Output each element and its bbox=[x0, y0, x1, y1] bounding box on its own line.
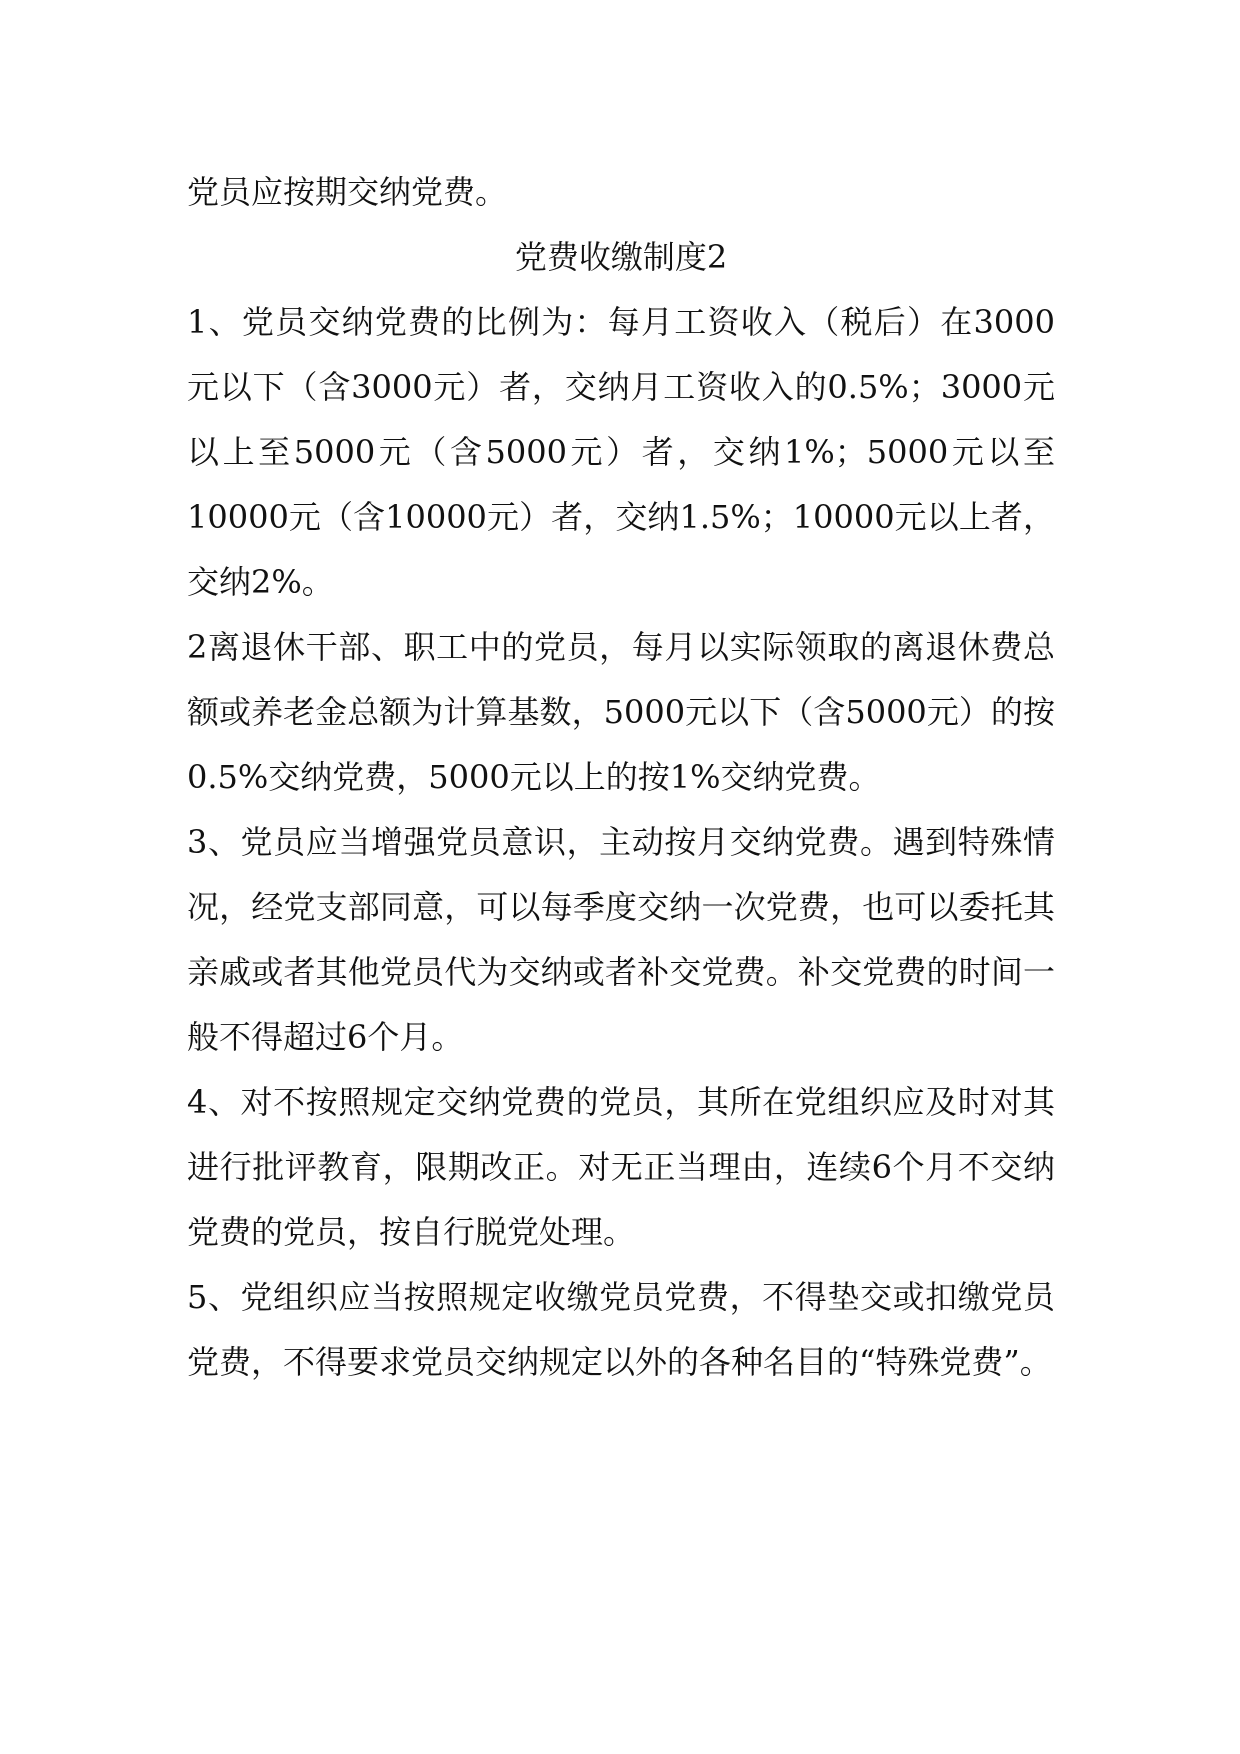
intro-paragraph: 党员应按期交纳党费。 bbox=[187, 173, 508, 211]
paragraph-1: 1、党员交纳党费的比例为：每月工资收入（税后）在3000元以下（含3000元）者，交纳月工资收入的0.5%；3000元以上至5000元（含5000元）者，交纳1%；5000元以至10000元（含10000元）者，交纳1.5%；10000元以上者，交纳2%。 bbox=[187, 303, 1055, 601]
paragraph-3: 3、党员应当增强党员意识，主动按月交纳党费。遇到特殊情况，经党支部同意，可以每季度交纳一次党费，也可以委托其亲戚或者其他党员代为交纳或者补交党费。补交党费的时间一般不得超过6个月。 bbox=[187, 823, 1055, 1056]
paragraph-5: 5、党组织应当按照规定收缴党员党费，不得垫交或扣缴党员党费，不得要求党员交纳规定以外的各种名目的“特殊党费”。 bbox=[187, 1278, 1055, 1381]
paragraph-4: 4、对不按照规定交纳党费的党员，其所在党组织应及时对其进行批评教育，限期改正。对无正当理由，连续6个月不交纳党费的党员，按自行脱党处理。 bbox=[187, 1083, 1055, 1251]
paragraph-2: 2离退休干部、职工中的党员，每月以实际领取的离退休费总额或养老金总额为计算基数，5000元以下（含5000元）的按0.5%交纳党费，5000元以上的按1%交纳党费。 bbox=[187, 628, 1055, 796]
section-title: 党费收缴制度2 bbox=[514, 238, 728, 276]
document-body bbox=[187, 160, 1055, 1395]
